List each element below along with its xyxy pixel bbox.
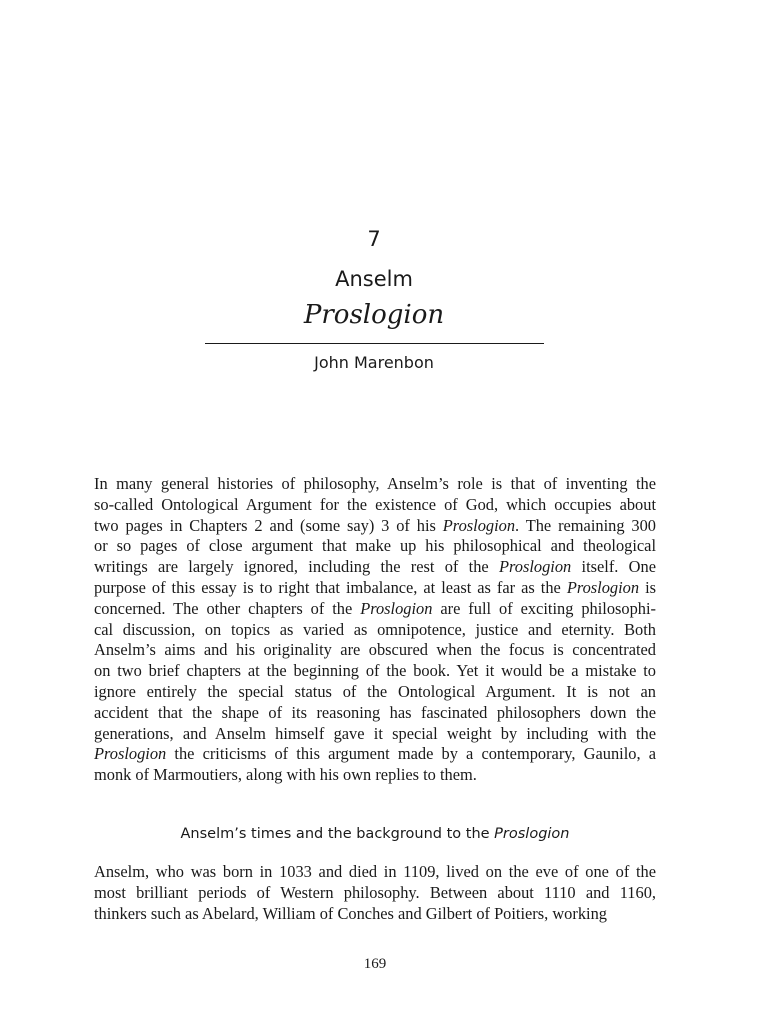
chapter-author: John Marenbon	[314, 353, 434, 372]
text-line: Anselm, who was born in 1033 and died in 1109, lived on the eve of one of the	[94, 862, 656, 881]
text-line: Anselm’s aims and his originality are obscured when the focus is concentrated	[94, 640, 656, 660]
text-line: on two brief chapters at the beginning of the book. Yet it would be a mistake to	[94, 661, 656, 681]
section-heading	[0, 823, 750, 845]
text-line: cal discussion, on topics as varied as omnipotence, justice and eternity. Both	[94, 619, 656, 639]
italic-title: Proslogion	[442, 515, 516, 535]
text-line: or so pages of close argument that make up his philosophical and theological	[94, 536, 656, 556]
italic-title: Proslogion	[566, 577, 640, 597]
italic-title: Proslogion	[360, 598, 433, 618]
text-line: monk of Marmoutiers, along with his own replies to them.	[94, 765, 477, 785]
text-line: ignore entirely the special status of the Ontological Argument. It is not an	[94, 681, 656, 701]
text-line: In many general histories of philosophy, Anselm’s role is that of inventing the	[94, 474, 656, 493]
text-line: purpose of this essay is to right that imbalance, at least as far as the Proslogion is	[94, 577, 656, 597]
intro-paragraph	[94, 474, 656, 786]
text-line: concerned. The other chapters of the Proslogion are full of exciting philosophi-	[94, 598, 656, 618]
chapter-subtitle: Proslogion	[303, 300, 445, 330]
text-line: generations, and Anselm himself gave it special weight by including with the	[94, 723, 656, 743]
chapter-title: Anselm	[335, 267, 413, 291]
section-heading-text: Anselm’s times and the background to the	[180, 826, 495, 842]
section-paragraph	[94, 862, 656, 924]
italic-title: Proslogion	[498, 557, 572, 577]
text-line: accident that the shape of its reasoning has fascinated philosophers down the	[94, 702, 656, 722]
text-line: most brilliant periods of Western philosophy. Between about 1110 and 1160,	[94, 882, 656, 902]
text-line: two pages in Chapters 2 and (some say) 3 of his Proslogion. The remaining 300	[94, 515, 656, 535]
chapter-number: 7	[367, 227, 381, 251]
section-heading-italic: Proslogion	[494, 826, 570, 842]
page-number: 169	[363, 956, 387, 972]
text-line: Proslogion the criticisms of this argument made by a contemporary, Gaunilo, a	[94, 744, 656, 764]
title-divider	[205, 343, 544, 344]
text-line: so-called Ontological Argument for the existence of God, which occupies about	[94, 494, 656, 514]
italic-title: Proslogion	[94, 744, 167, 764]
text-line: writings are largely ignored, including the rest of the Proslogion itself. One	[94, 557, 656, 577]
text-line: thinkers such as Abelard, William of Conches and Gilbert of Poitiers, working	[94, 903, 607, 923]
